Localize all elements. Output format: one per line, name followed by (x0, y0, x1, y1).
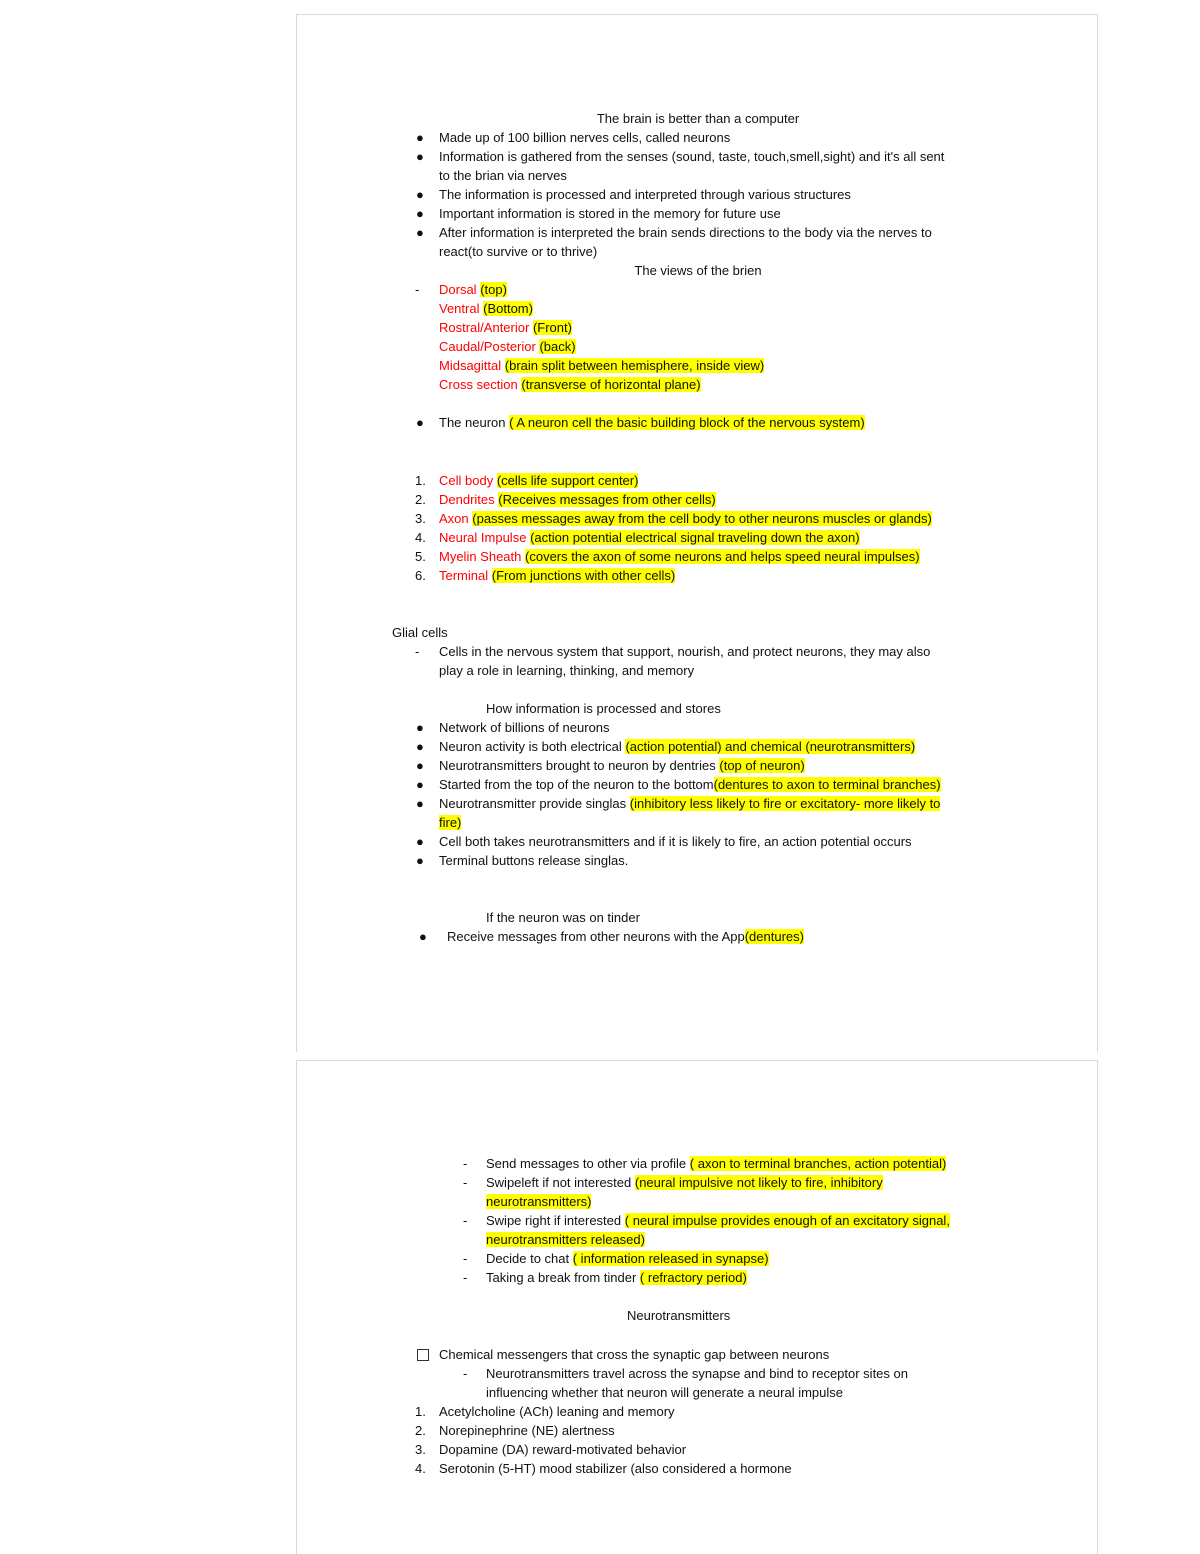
neuron-part (439, 528, 860, 547)
process-bullet: Cell both takes neurotransmitters and if it is likely to fire, an action potential occurs (439, 834, 912, 849)
process-bullet (439, 737, 915, 756)
nt-item: Dopamine (DA) reward-motivated behavior (439, 1442, 687, 1457)
bullet-marker: ● (416, 777, 424, 792)
dash-marker: - (463, 1366, 468, 1381)
list-number: 3. (415, 1442, 426, 1457)
tinder-item-continued (486, 1192, 591, 1211)
list-number: 4. (415, 530, 426, 545)
dash-marker: - (415, 644, 420, 659)
bullet-marker: ● (419, 929, 427, 944)
tinder-highlight: (neural impulsive not likely to fire, inhibitory (634, 1175, 883, 1190)
document-page-2 (296, 1060, 1098, 1554)
tinder-highlight: ( refractory period) (639, 1270, 747, 1285)
checkbox[interactable] (417, 1345, 429, 1364)
dash-marker: - (463, 1270, 468, 1285)
tinder-highlight: ( axon to terminal branches, action potential) (689, 1156, 947, 1171)
list-number: 1. (415, 473, 426, 488)
tinder-plain: Taking a break from tinder (486, 1270, 637, 1285)
tinder-plain: Swipe right if interested (486, 1213, 622, 1228)
bullet-text: Information is gathered from the senses (sound, taste, touch,smell,sight) and it's all sent (439, 149, 945, 164)
bullet-marker: ● (416, 187, 424, 202)
dash-marker: - (463, 1175, 468, 1190)
tinder-item (486, 1249, 769, 1268)
part-term: Neural Impulse (439, 530, 527, 545)
view-desc: (Bottom) (483, 301, 533, 316)
process-highlight: (dentures to axon to terminal branches) (713, 777, 941, 792)
bullet-marker: ● (416, 225, 424, 240)
doc-title: The brain is better than a computer (596, 111, 800, 126)
dash-marker: - (463, 1156, 468, 1171)
part-desc: (cells life support center) (496, 473, 639, 488)
glial-text: Cells in the nervous system that support, nourish, and protect neurons, they may also (439, 644, 931, 659)
part-desc: (action potential electrical signal traveling down the axon) (530, 530, 860, 545)
process-plain: Neurotransmitters brought to neuron by dentries (439, 758, 716, 773)
bullet-text: Important information is stored in the memory for future use (439, 206, 781, 221)
view-item (439, 356, 764, 375)
bullet-marker: ● (416, 720, 424, 735)
process-bullet: Terminal buttons release singlas. (439, 853, 629, 868)
tinder-plain: Receive messages from other neurons with the App (447, 929, 745, 944)
part-desc: (covers the axon of some neurons and helps speed neural impulses) (525, 549, 920, 564)
part-term: Cell body (439, 473, 494, 488)
document-page-1 (296, 14, 1098, 1052)
part-term: Axon (439, 511, 469, 526)
view-term: Midsagittal (439, 358, 502, 373)
bullet-text: After information is interpreted the brain sends directions to the body via the nerves to (439, 225, 932, 240)
glial-text-continued: play a role in learning, thinking, and memory (439, 663, 695, 678)
checkbox-text: Chemical messengers that cross the synaptic gap between neurons (439, 1347, 830, 1362)
nt-subtext: Neurotransmitters travel across the synapse and bind to receptor sites on (486, 1366, 908, 1381)
tinder-item (486, 1154, 946, 1173)
neuron-part (439, 509, 932, 528)
tinder-highlight: neurotransmitters released) (486, 1232, 645, 1247)
tinder-highlight: ( information released in synapse) (572, 1251, 769, 1266)
tinder-highlight: (dentures) (744, 929, 804, 944)
section-title-views: The views of the brien (634, 263, 762, 278)
tinder-highlight: neurotransmitters) (486, 1194, 592, 1209)
process-plain: Started from the top of the neuron to the bottom (439, 777, 714, 792)
bullet-marker: ● (416, 206, 424, 221)
bullet-marker: ● (416, 130, 424, 145)
tinder-item (486, 1211, 950, 1230)
neuron-part (439, 547, 920, 566)
process-highlight: (inhibitory less likely to fire or excitatory- more likely to (629, 796, 941, 811)
list-number: 1. (415, 1404, 426, 1419)
process-highlight: (top of neuron) (719, 758, 805, 773)
dash-marker: - (463, 1213, 468, 1228)
neuron-part (439, 566, 675, 585)
view-term: Caudal/Posterior (439, 339, 536, 354)
nt-item: Serotonin (5-HT) mood stabilizer (also considered a hormone (439, 1461, 792, 1476)
view-item (439, 318, 572, 337)
view-desc: (brain split between hemisphere, inside view) (504, 358, 765, 373)
view-term: Cross section (439, 377, 518, 392)
neuron-part (439, 471, 638, 490)
part-desc: (Receives messages from other cells) (498, 492, 716, 507)
view-desc: (transverse of horizontal plane) (521, 377, 701, 392)
glial-heading: Glial cells (392, 625, 448, 640)
view-desc: (Front) (532, 320, 572, 335)
bullet-marker: ● (416, 149, 424, 164)
view-term: Ventral (439, 301, 480, 316)
tinder-highlight: ( neural impulse provides enough of an excitatory signal, (624, 1213, 950, 1228)
part-term: Terminal (439, 568, 489, 583)
neuron-label: The neuron (439, 415, 506, 430)
nt-item: Norepinephrine (NE) alertness (439, 1423, 615, 1438)
list-number: 5. (415, 549, 426, 564)
tinder-item (486, 1268, 747, 1287)
process-bullet: Network of billions of neurons (439, 720, 610, 735)
list-number: 6. (415, 568, 426, 583)
bullet-text-continued: to the brian via nerves (439, 168, 567, 183)
process-bullet-continued (439, 813, 461, 832)
dash-marker: - (415, 282, 420, 297)
checkbox-icon (417, 1349, 429, 1361)
bullet-text: Made up of 100 billion nerves cells, called neurons (439, 130, 731, 145)
section-title-process: How information is processed and stores (486, 701, 721, 716)
process-bullet (439, 794, 940, 813)
view-item (439, 337, 576, 356)
bullet-text-continued: react(to survive or to thrive) (439, 244, 598, 259)
section-title-tinder: If the neuron was on tinder (486, 910, 640, 925)
view-term: Dorsal (439, 282, 477, 297)
dash-marker: - (463, 1251, 468, 1266)
tinder-plain: Swipeleft if not interested (486, 1175, 632, 1190)
view-item (439, 375, 701, 394)
list-number: 2. (415, 1423, 426, 1438)
bullet-marker: ● (416, 834, 424, 849)
view-desc: (top) (480, 282, 507, 297)
section-title-neurotransmitters: Neurotransmitters (627, 1308, 731, 1323)
nt-subtext-continued: influencing whether that neuron will generate a neural impulse (486, 1385, 843, 1400)
bullet-marker: ● (416, 739, 424, 754)
part-desc: (From junctions with other cells) (491, 568, 676, 583)
part-desc: (passes messages away from the cell body to other neurons muscles or glands) (472, 511, 932, 526)
neuron-desc: ( A neuron cell the basic building block of the nervous system) (509, 415, 865, 430)
tinder-bullet (447, 927, 804, 946)
list-number: 4. (415, 1461, 426, 1476)
list-number: 2. (415, 492, 426, 507)
bullet-marker: ● (416, 415, 424, 430)
view-item (439, 299, 533, 318)
tinder-plain: Send messages to other via profile (486, 1156, 687, 1171)
neuron-bullet (439, 413, 865, 432)
part-term: Myelin Sheath (439, 549, 522, 564)
part-term: Dendrites (439, 492, 495, 507)
bullet-marker: ● (416, 853, 424, 868)
process-bullet (439, 775, 941, 794)
process-plain: Neuron activity is both electrical (439, 739, 622, 754)
bullet-marker: ● (416, 758, 424, 773)
view-term: Rostral/Anterior (439, 320, 530, 335)
process-highlight: (action potential) and chemical (neurotransmitters) (625, 739, 916, 754)
view-item (439, 280, 507, 299)
process-plain: Neurotransmitter provide singlas (439, 796, 627, 811)
tinder-item (486, 1173, 883, 1192)
process-bullet (439, 756, 805, 775)
process-highlight: fire) (439, 815, 462, 830)
nt-item: Acetylcholine (ACh) leaning and memory (439, 1404, 675, 1419)
list-number: 3. (415, 511, 426, 526)
neuron-part (439, 490, 716, 509)
view-desc: (back) (539, 339, 576, 354)
bullet-text: The information is processed and interpreted through various structures (439, 187, 851, 202)
tinder-item-continued (486, 1230, 645, 1249)
bullet-marker: ● (416, 796, 424, 811)
tinder-plain: Decide to chat (486, 1251, 570, 1266)
